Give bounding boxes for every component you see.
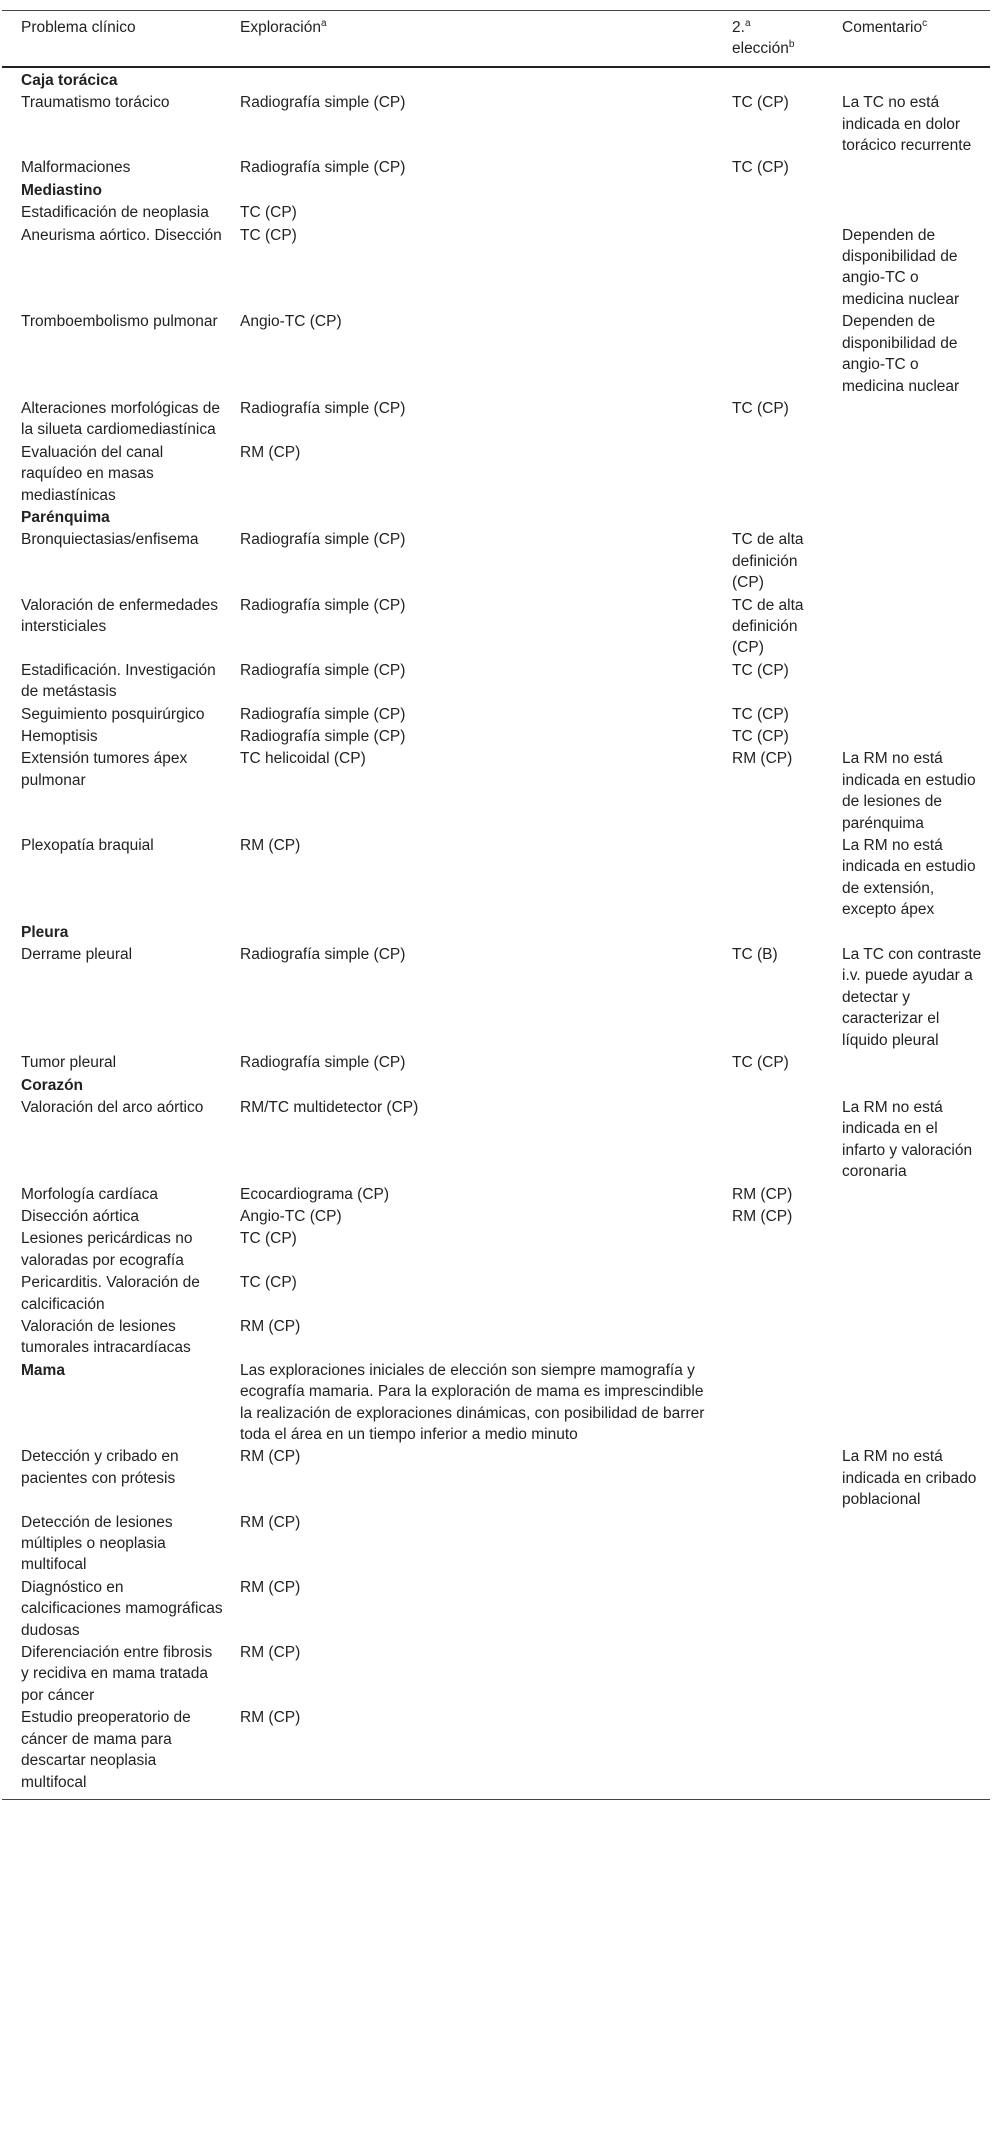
table-row [2,1206,990,1228]
cell-exploration: Radiografía simple (CP) [240,1054,406,1072]
cell-exploration [230,507,722,529]
cell-second-choice [722,835,832,922]
cell-exploration: RM (CP) [240,1317,301,1335]
cell-exploration: Radiografía simple (CP) [240,94,406,112]
cell-comment [832,1707,990,1799]
section-row [2,67,990,92]
cell-exploration: RM/TC multidetector (CP) [240,1098,419,1116]
table-row [2,1707,990,1799]
cell-problem: Tumor pleural [21,1054,117,1072]
cell-second-choice [722,1097,832,1184]
cell-problem: Plexopatía braquial [21,837,154,855]
cell-comment [832,180,990,202]
cell-comment [832,202,990,224]
footnote-a: a [321,17,327,29]
header-comment-label: Comentario [842,19,923,36]
cell-problem: Evaluación del canal raquídeo en masas mediastínicas [21,443,164,504]
table-row [2,92,990,157]
cell-second-choice: RM (CP) [732,750,793,768]
cell-problem: Parénquima [21,508,110,526]
cell-problem: Traumatismo torácico [21,94,170,112]
cell-comment [832,726,990,748]
cell-exploration: Ecocardiograma (CP) [240,1185,390,1203]
cell-second-choice [722,225,832,312]
cell-exploration: RM (CP) [240,1644,301,1662]
table-row [2,1446,990,1511]
cell-comment [832,157,990,179]
cell-problem: Estudio preoperatorio de cáncer de mama para descartar neoplasia multifocal [2,1707,230,1799]
cell-second-choice: TC (B) [732,946,778,964]
table-row [2,1577,990,1642]
cell-second-choice: TC (CP) [732,159,789,177]
cell-problem: Disección aórtica [21,1207,140,1225]
table-row [2,835,990,922]
cell-exploration [230,1075,722,1097]
header-row [2,11,990,67]
cell-comment [832,1577,990,1642]
cell-comment [832,529,990,594]
ordinal-sup: a [744,17,751,29]
cell-second-choice: TC (CP) [732,705,789,723]
cell-second-choice [722,311,832,398]
cell-problem: Diferenciación entre fibrosis y recidiva en mama tratada por cáncer [21,1644,213,1704]
cell-problem: Valoración del arco aórtico [21,1098,204,1116]
header-exploration [230,11,722,67]
header-exploration-label: Exploración [240,19,321,36]
cell-comment [832,1642,990,1707]
cell-exploration: Radiografía simple (CP) [240,531,406,549]
cell-exploration: Radiografía simple (CP) [240,159,406,177]
table-row [2,1272,990,1316]
header-second-label: 2. [732,19,745,36]
header-problem-label: Problema clínico [21,19,136,36]
cell-comment [832,67,990,92]
cell-problem: Detección de lesiones múltiples o neoplasia multifocal [21,1513,173,1574]
cell-comment [832,1075,990,1097]
cell-second-choice [722,442,832,507]
cell-exploration: TC (CP) [240,226,297,244]
table-row [2,1184,990,1206]
table-row [2,595,990,660]
cell-second-choice [722,180,832,202]
header-comment [832,11,990,67]
cell-second-choice [722,1512,832,1577]
header-problem [2,11,230,67]
cell-exploration: RM (CP) [240,837,301,855]
cell-exploration: Radiografía simple (CP) [240,705,406,723]
cell-exploration: RM (CP) [240,1448,301,1466]
imaging-table [2,10,990,1800]
cell-comment [832,1206,990,1228]
cell-second-choice [722,507,832,529]
cell-comment [832,1228,990,1272]
cell-problem: Caja torácica [21,71,118,89]
cell-second-choice [722,922,832,944]
table-row [2,157,990,179]
cell-exploration: RM (CP) [240,443,301,461]
cell-second-choice: TC (CP) [732,399,789,417]
cell-problem: Estadificación. Investigación de metástasis [21,661,216,701]
cell-problem: Bronquiectasias/enfisema [21,531,199,549]
cell-comment [832,1316,990,1360]
section-row [2,1360,990,1447]
table-row [2,1228,990,1272]
cell-exploration: Angio-TC (CP) [240,313,342,331]
header-second-label-2: elección [732,40,789,58]
cell-problem: Alteraciones morfológicas de la silueta cardiomediastínica [21,399,221,439]
cell-second-choice: RM (CP) [732,1185,793,1203]
footnote-c: c [922,17,928,29]
cell-problem: Extensión tumores ápex pulmonar [21,750,188,789]
table-body [2,67,990,1800]
cell-exploration: RM (CP) [240,1578,301,1596]
cell-problem: Mama [21,1361,65,1379]
cell-problem: Valoración de lesiones tumorales intracardíacas [21,1317,191,1357]
cell-comment [832,922,990,944]
cell-problem: Mediastino [21,181,102,199]
cell-second-choice: TC (CP) [732,728,789,745]
cell-problem: Malformaciones [21,159,131,177]
cell-problem: Derrame pleural [21,946,133,964]
cell-problem: Seguimiento posquirúrgico [21,705,205,723]
cell-problem: Pericarditis. Valoración de calcificación [21,1274,200,1313]
table-row [2,442,990,507]
section-row [2,180,990,202]
cell-comment [832,507,990,529]
cell-second-choice [722,202,832,224]
cell-exploration: TC (CP) [240,1230,297,1248]
table-row [2,529,990,594]
cell-exploration [230,922,722,944]
cell-comment [832,1360,990,1447]
cell-problem: Valoración de enfermedades intersticiales [21,596,219,635]
cell-exploration: Radiografía simple (CP) [240,399,406,417]
table-row [2,660,990,704]
cell-exploration: TC (CP) [240,1274,297,1292]
table-row [2,704,990,726]
table-row [2,202,990,224]
section-row [2,1075,990,1097]
cell-second-choice [722,1272,832,1316]
cell-exploration: Radiografía simple (CP) [240,946,406,964]
cell-problem: Corazón [21,1076,83,1094]
cell-exploration: Radiografía simple (CP) [240,661,406,679]
section-row [2,922,990,944]
cell-second-choice: RM (CP) [732,1207,793,1225]
cell-comment: La RM no está indicada en estudio de extensión, excepto ápex [842,837,976,919]
cell-second-choice [722,1075,832,1097]
cell-second-choice [722,1316,832,1360]
cell-exploration: TC (CP) [240,204,297,222]
cell-comment [832,398,990,442]
cell-problem: Aneurisma aórtico. Disección [21,226,222,244]
cell-second-choice [722,1642,832,1707]
cell-comment [832,1184,990,1206]
cell-comment [832,1052,990,1074]
table-row [2,311,990,398]
cell-comment [832,1272,990,1316]
cell-problem: Detección y cribado en pacientes con prótesis [21,1448,179,1487]
table-row [2,748,990,835]
cell-comment [832,660,990,704]
cell-exploration: RM (CP) [230,1707,722,1799]
table-row [2,1512,990,1577]
cell-comment: La TC con contraste i.v. puede ayudar a detectar y caracterizar el líquido pleural [842,946,982,1049]
cell-problem: Morfología cardíaca [21,1185,158,1203]
table-row [2,225,990,312]
cell-comment [832,595,990,660]
cell-second-choice [722,1228,832,1272]
section-row [2,507,990,529]
cell-problem: Pleura [21,923,69,941]
cell-exploration: Radiografía simple (CP) [240,596,406,614]
cell-comment [832,704,990,726]
header-second-choice [722,11,832,67]
cell-second-choice: TC de alta definición (CP) [732,531,804,592]
cell-problem: Diagnóstico en calcificaciones mamográficas dudosas [21,1578,223,1639]
cell-comment: Dependen de disponibilidad de angio-TC o medicina nuclear [842,313,960,395]
table-row [2,944,990,1052]
cell-exploration: Las exploraciones iniciales de elección son siempre mamografía y ecografía mamaria. Para la exploración de mama es imprescindible la realización de exploraciones dinámicas, con posibilidad de barrer toda el área en un tiempo inferior a medio minuto [240,1361,705,1443]
cell-exploration [230,67,722,92]
cell-comment: La RM no está indicada en el infarto y valoración coronaria [842,1098,973,1181]
cell-second-choice: TC (CP) [732,94,789,112]
table-header [2,11,990,67]
cell-second-choice [722,1707,832,1799]
table-row [2,398,990,442]
cell-problem: Tromboembolismo pulmonar [21,313,218,331]
cell-second-choice [722,67,832,92]
cell-second-choice [722,1360,832,1447]
cell-problem: Lesiones pericárdicas no valoradas por ecografía [21,1230,193,1269]
cell-exploration [230,180,722,202]
table-row [2,1052,990,1074]
footnote-b: b [788,39,795,51]
cell-second-choice: TC de alta definición (CP) [732,596,804,657]
cell-exploration: RM (CP) [240,1513,301,1531]
cell-second-choice [722,1577,832,1642]
cell-second-choice: TC (CP) [732,1054,789,1072]
cell-exploration: Angio-TC (CP) [240,1207,342,1225]
cell-second-choice: TC (CP) [732,661,789,679]
cell-comment [832,1512,990,1577]
table-row [2,1316,990,1360]
cell-comment: La RM no está indicada en cribado poblacional [842,1448,977,1509]
cell-exploration: Radiografía simple (CP) [240,728,406,745]
cell-comment: La RM no está indicada en estudio de lesiones de parénquima [842,750,976,832]
cell-comment [832,442,990,507]
table-row [2,726,990,748]
cell-comment: La TC no está indicada en dolor torácico recurrente [842,94,972,155]
cell-problem: Estadificación de neoplasia [21,204,209,222]
cell-problem: Hemoptisis [21,728,98,745]
cell-comment: Dependen de disponibilidad de angio-TC o medicina nuclear [842,226,960,308]
cell-second-choice [722,1446,832,1511]
cell-exploration: TC helicoidal (CP) [240,750,366,768]
table-row [2,1097,990,1184]
table-row [2,1642,990,1707]
